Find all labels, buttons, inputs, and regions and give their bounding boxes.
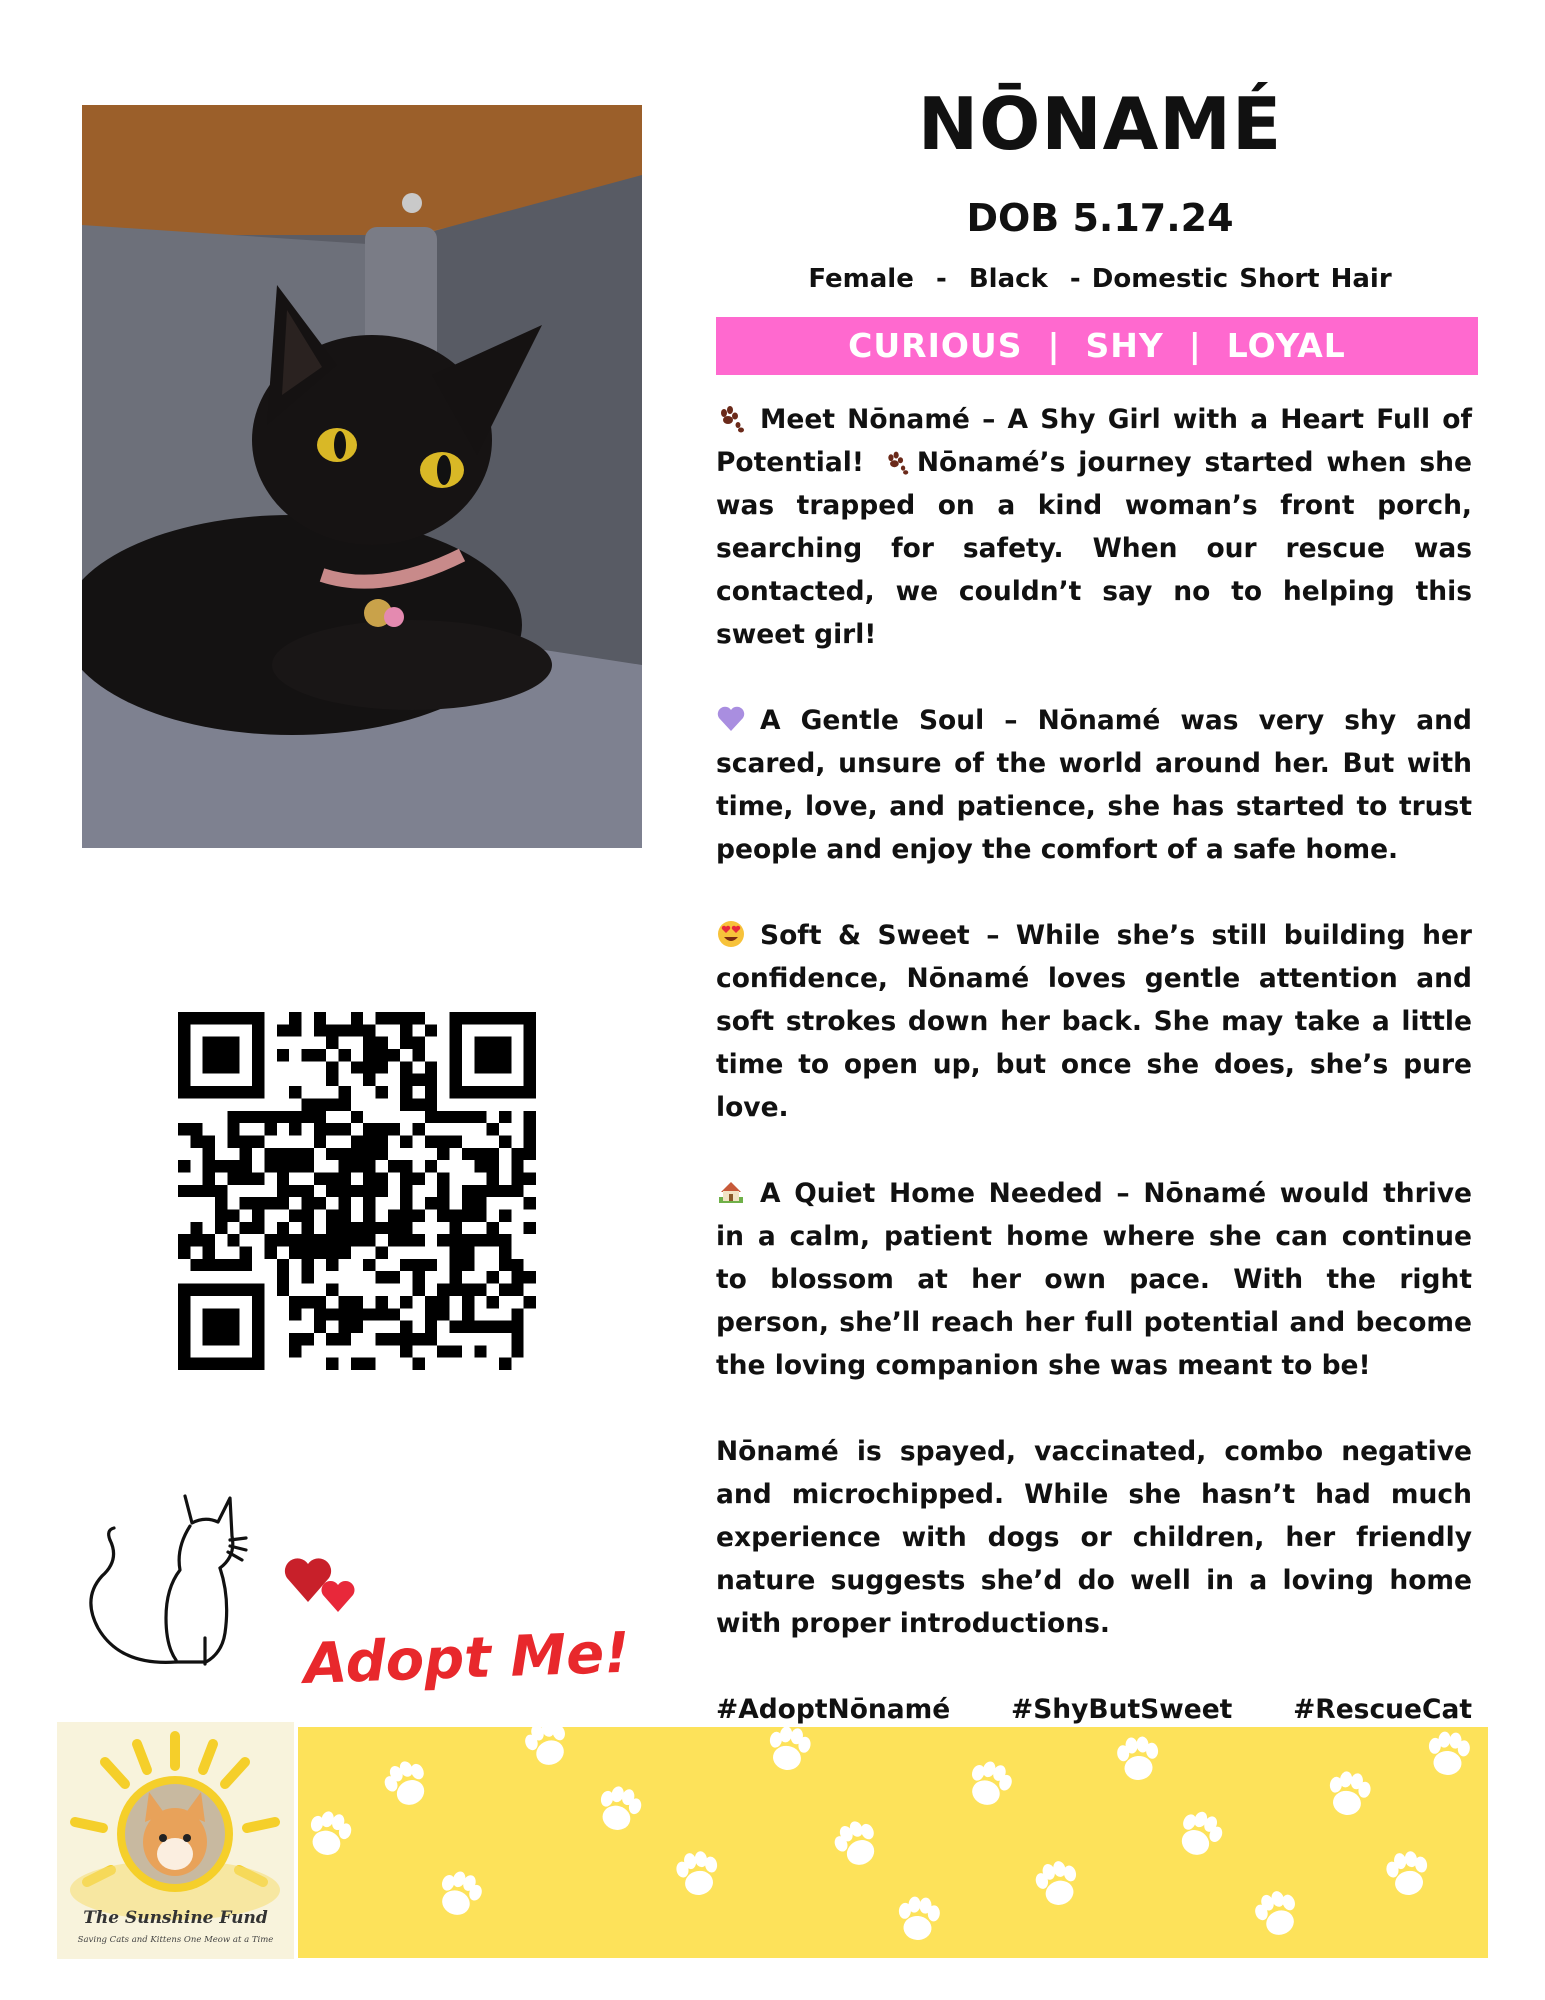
hashtag: #AdoptNōnamé: [716, 1694, 951, 1725]
sunshine-fund-logo: [57, 1722, 294, 1959]
paw-print-icon: [594, 1783, 645, 1835]
story-intro-body: Nōnamé’s journey started when she was trapped on a kind woman’s front porch, searching for safety. When our rescue was contacted, we couldn’t say no to helping this sweet girl!: [716, 447, 1472, 650]
paw-prints-icon: [716, 403, 746, 433]
story-paragraph-health: Nōnamé is spayed, vaccinated, combo negative and microchipped. While she hasn’t had much experience with dogs or children, her friendly nature suggests she’d do well in a loving home with proper introductions.: [716, 1436, 1472, 1639]
paw-print-icon: [1251, 1886, 1304, 1940]
story-paragraph-soft-sweet: Soft & Sweet – While she’s still building her confidence, Nōnamé loves gentle attention and soft strokes down her back. She may take a little time to open up, but once she does, she’s pure love.: [716, 920, 1472, 1123]
paw-print-icon: [433, 1867, 486, 1921]
logo-tagline: Saving Cats and Kittens One Meow at a Time: [77, 1935, 274, 1945]
hashtag: #RescueCat: [1293, 1694, 1472, 1725]
paw-print-icon: [1325, 1769, 1373, 1818]
adopt-me-text: Adopt Me!: [302, 1620, 631, 1697]
paw-print-icon: [1427, 1730, 1472, 1776]
pet-details: Female - Black - Domestic Short Hair: [808, 264, 1392, 294]
story-paragraph-quiet-home: A Quiet Home Needed – Nōnamé would thrive in a calm, patient home where she can continue to blossom at her own pace. With the right person, she’ll reach her full potential and become the loving companion she was meant to be!: [716, 1178, 1472, 1381]
hashtag: #ShyButSweet: [1011, 1694, 1233, 1725]
qr-code[interactable]: [178, 1012, 536, 1370]
paw-print-icon: [674, 1849, 722, 1898]
story-paragraph-intro: [716, 398, 1472, 656]
story-paragraph-gentle-soul: A Gentle Soul – Nōnamé was very shy and scared, unsure of the world around her. But with time, love, and patience, she has started to trust people and enjoy the comfort of a safe home.: [716, 705, 1472, 865]
hearts-icon: [283, 1550, 363, 1616]
logo-name: The Sunshine Fund: [83, 1908, 268, 1928]
paw-print-icon: [1384, 1849, 1432, 1898]
paw-prints-icon: [883, 449, 911, 475]
paw-print-icon: [1032, 1857, 1083, 1909]
pet-name-title: NŌNAMÉ: [917, 82, 1283, 166]
paw-print-icon: [1172, 1806, 1227, 1862]
paw-print-icon: [963, 1757, 1016, 1811]
cat-photo: [82, 105, 642, 848]
story-intro-headline: Meet Nōnamé – A Shy Girl with a Heart Full of Potential!: [716, 404, 1472, 478]
paw-print-icon: [1116, 1735, 1161, 1781]
paw-print-banner: [298, 1727, 1488, 1958]
heart-eyes-icon: [716, 919, 746, 949]
house-icon: [716, 1177, 746, 1207]
paw-print-icon: [765, 1727, 813, 1773]
paw-print-icon: [829, 1815, 884, 1871]
paw-print-icon: [304, 1808, 355, 1860]
purple-heart-icon: [716, 704, 746, 734]
date-of-birth: DOB 5.17.24: [966, 196, 1234, 240]
traits-banner: CURIOUS | SHY | LOYAL: [716, 317, 1478, 375]
paw-print-icon: [379, 1755, 434, 1811]
cat-outline-icon: [80, 1478, 250, 1668]
paw-print-icon: [897, 1895, 942, 1941]
paw-print-icon: [521, 1727, 574, 1771]
story-text: [716, 398, 1472, 1817]
